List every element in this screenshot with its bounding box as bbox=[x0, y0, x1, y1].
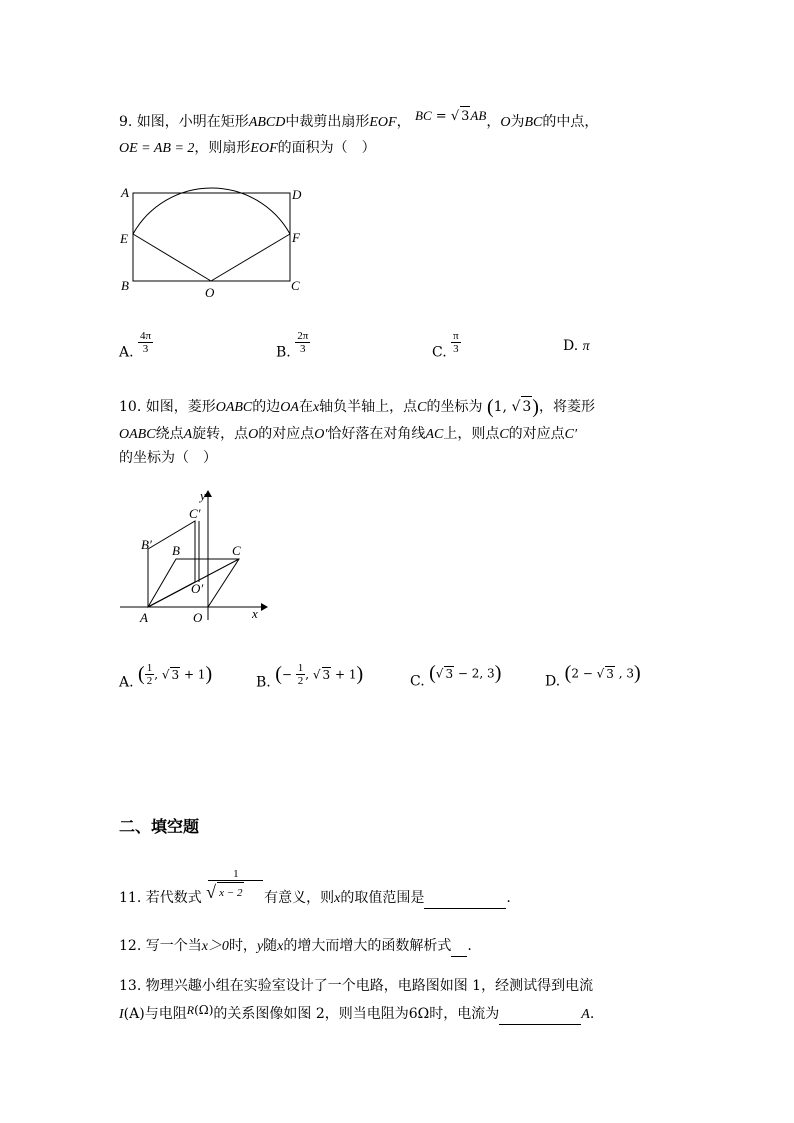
option-sqrt3: 3 bbox=[606, 666, 614, 681]
option-fraction bbox=[138, 330, 153, 355]
q10-text: 旋转，点 bbox=[192, 426, 249, 442]
q9-eq: = bbox=[431, 109, 451, 124]
q11-answer-blank[interactable] bbox=[424, 894, 506, 909]
q9-option-a[interactable] bbox=[119, 330, 153, 361]
q9-text: 中裁剪出扇形 bbox=[285, 114, 370, 130]
option-sqrt3: 3 bbox=[322, 667, 331, 682]
q9-label-d: D bbox=[292, 187, 302, 202]
q10-ac: AC bbox=[425, 427, 444, 442]
q9-label-a: A bbox=[121, 185, 129, 200]
q10-a: A bbox=[183, 427, 193, 442]
q10-text: 的对应点 bbox=[508, 426, 565, 442]
q9-label-o: O bbox=[205, 285, 215, 300]
q10-o: O bbox=[248, 427, 259, 442]
q9-text: ，则扇形 bbox=[194, 140, 251, 156]
option-fraction bbox=[295, 330, 310, 355]
q10-oprime: O′ bbox=[314, 427, 328, 442]
q13-line2 bbox=[119, 1000, 594, 1025]
q9-option-d[interactable] bbox=[563, 338, 590, 355]
q9-rect-name: ABCD bbox=[248, 115, 286, 130]
q9-label-c: C bbox=[291, 278, 300, 293]
q13-line1 bbox=[119, 976, 593, 996]
q10-label-o: O bbox=[193, 610, 203, 625]
option-tail: − 2, 3 bbox=[454, 666, 495, 681]
q9-text: 9. 如图，小明在矩形 bbox=[119, 114, 249, 130]
q10-label-c: C bbox=[232, 543, 241, 558]
q9-line2 bbox=[119, 138, 376, 159]
q12-text: 12. 写一个当 bbox=[119, 938, 202, 954]
q10-label-bprime: B′ bbox=[141, 537, 152, 552]
q10-text: 的坐标为（ ） bbox=[119, 450, 217, 466]
q11-radicand: x − 2 bbox=[217, 882, 244, 903]
q11-text: 有意义，则 bbox=[264, 890, 335, 906]
q13-ia: (A) bbox=[123, 1006, 145, 1022]
q12-x: x bbox=[277, 939, 284, 954]
q12-text: 的增大而增大的函数解析式 bbox=[283, 938, 452, 954]
q9-of bbox=[211, 234, 290, 281]
q10-coord-x: 1, bbox=[493, 399, 512, 415]
q9-label-b: B bbox=[121, 278, 129, 293]
q9-text: 为 bbox=[510, 114, 525, 130]
option-minus: − bbox=[281, 667, 296, 682]
q13-six: 6Ω bbox=[408, 1006, 430, 1022]
q13-text: 时，电流为 bbox=[429, 1006, 500, 1022]
q10-text: 的边 bbox=[252, 399, 281, 415]
q9-arc bbox=[133, 188, 290, 234]
q10-cprime: C′ bbox=[564, 427, 578, 442]
q12-end: . bbox=[467, 938, 472, 954]
q10-x-arrow bbox=[261, 603, 268, 611]
q10-label-y: y bbox=[200, 488, 206, 503]
q10-rhombus: OABC bbox=[119, 427, 156, 442]
option-label: D. bbox=[563, 338, 579, 354]
q13-answer-blank[interactable] bbox=[499, 1010, 581, 1025]
q10-label-oprime: O′ bbox=[191, 581, 204, 596]
q9-label-f: F bbox=[292, 230, 300, 245]
q9-bc: BC bbox=[415, 108, 432, 123]
q12-line bbox=[119, 936, 472, 957]
q9-o: O bbox=[500, 115, 511, 130]
q13-r: R bbox=[186, 1003, 195, 1017]
option-fraction bbox=[451, 330, 461, 355]
q10-x: x bbox=[312, 400, 320, 415]
q9-text: ， bbox=[486, 114, 501, 130]
option-sqrt3: 3 bbox=[171, 667, 180, 682]
q9-line1 bbox=[119, 108, 599, 133]
q12-text: 时， bbox=[228, 938, 257, 954]
q10-label-a: A bbox=[140, 610, 148, 625]
q12-answer-blank[interactable] bbox=[451, 942, 467, 957]
section-title: 二、填空题 bbox=[119, 817, 200, 836]
frac-num: π bbox=[453, 330, 459, 342]
q10-rhombus: OABC bbox=[215, 400, 253, 415]
q12-y: y bbox=[256, 939, 264, 954]
q11-numerator: 1 bbox=[233, 868, 239, 880]
option-label: C. bbox=[432, 344, 447, 361]
frac-den: 3 bbox=[453, 343, 459, 355]
q13-text: 13. 物理兴趣小组在实验室设计了一个电路，电路图如图 1，经测试得到电流 bbox=[119, 978, 594, 994]
option-fraction bbox=[145, 662, 155, 687]
q13-unit: A bbox=[581, 1007, 590, 1022]
option-sqrt3: 3 bbox=[445, 666, 454, 681]
q13-text: 的关系图像如图 2，则当电阻为 bbox=[213, 1006, 409, 1022]
q10-line1 bbox=[119, 396, 595, 418]
q9-oe bbox=[133, 234, 211, 281]
option-label: C. bbox=[410, 673, 425, 690]
option-sep: , bbox=[154, 667, 162, 682]
q10-text: 轴负半轴上，点 bbox=[319, 399, 418, 415]
q9-label-e: E bbox=[120, 231, 128, 246]
q11-x: x bbox=[334, 891, 341, 906]
frac-den: 3 bbox=[299, 343, 306, 355]
q11-end: . bbox=[506, 890, 511, 906]
frac-den: 3 bbox=[142, 343, 149, 355]
q13-i: I bbox=[119, 1007, 124, 1022]
frac-den: 2 bbox=[146, 675, 153, 687]
q10-oa: OA bbox=[280, 400, 299, 415]
q9-option-c[interactable] bbox=[432, 330, 461, 361]
q11-line bbox=[119, 868, 511, 909]
q10-option-b[interactable]: B. (− $\frac{1}{2}$ , √ 3 + 1) bbox=[256, 662, 364, 691]
q10-text: 的坐标为 bbox=[426, 399, 483, 415]
option-tail: , 3 bbox=[614, 666, 635, 681]
q11-text: 11. 若代数式 bbox=[119, 890, 202, 906]
q10-c: C bbox=[499, 427, 509, 442]
q13-end: . bbox=[589, 1006, 595, 1022]
q12-condition: x＞0 bbox=[201, 939, 229, 954]
q10-text: 恰好落在对角线 bbox=[327, 426, 426, 442]
q10-option-a[interactable]: A. ( $\frac{1}{2}$ , √ 3 + 1) bbox=[119, 662, 213, 691]
frac-num: 1 bbox=[297, 662, 304, 674]
q10-text: 绕点 bbox=[155, 426, 184, 442]
q10-label-x: x bbox=[252, 606, 258, 621]
q10-figure bbox=[115, 485, 275, 630]
q9-bc-formula: BC = √ 3AB bbox=[415, 109, 486, 124]
q10-coord: (1, √ 3) bbox=[486, 396, 539, 418]
q10-label-cprime: C′ bbox=[189, 506, 201, 521]
q10-option-c[interactable]: C. (√ 3 − 2, 3) bbox=[410, 662, 502, 690]
q9-ab: AB bbox=[470, 108, 487, 123]
q11-expression: 1 √ x − 2 bbox=[206, 888, 264, 908]
q10-text: 10. 如图，菱形 bbox=[119, 399, 216, 415]
q12-text: 随 bbox=[263, 938, 278, 954]
q13-text: 与电阻 bbox=[144, 1006, 187, 1022]
option-fraction bbox=[296, 662, 306, 687]
q10-label-b: B bbox=[172, 543, 180, 558]
frac-num: 1 bbox=[146, 662, 153, 674]
q11-text: 的取值范围是 bbox=[340, 890, 425, 906]
q9-text: 的面积为（ ） bbox=[277, 140, 376, 156]
q9-text: 的中点， bbox=[542, 114, 599, 130]
q10-option-d[interactable]: D. (2 − √ 3 , 3) bbox=[545, 662, 641, 690]
frac-den: 2 bbox=[297, 675, 304, 687]
q9-text: ， bbox=[396, 114, 411, 130]
q9-figure bbox=[115, 180, 315, 305]
option-label: B. bbox=[276, 344, 291, 361]
q10-c: C bbox=[417, 400, 427, 415]
frac-num: 4π bbox=[140, 330, 152, 342]
q10-text: 的对应点 bbox=[258, 426, 315, 442]
q9-bc2: BC bbox=[524, 115, 543, 130]
option-label: A. bbox=[119, 344, 134, 361]
option-tail: + 1 bbox=[180, 667, 206, 682]
q10-sqrt3: 3 bbox=[521, 396, 532, 417]
option-sep: , bbox=[305, 667, 313, 682]
q9-oe-eq: OE = AB = 2 bbox=[119, 141, 195, 156]
option-value: π bbox=[582, 339, 590, 354]
option-label: D. bbox=[545, 673, 561, 690]
option-label: A. bbox=[119, 674, 134, 691]
q13-ro: (Ω) bbox=[194, 1003, 214, 1017]
q10-text: 在 bbox=[298, 399, 313, 415]
q9-sector-name: EOF bbox=[369, 115, 397, 130]
option-label: B. bbox=[256, 674, 271, 691]
q9-sector-name: EOF bbox=[250, 141, 278, 156]
q9-option-b[interactable] bbox=[276, 330, 310, 361]
frac-num: 2π bbox=[297, 330, 309, 342]
q10-text: ，将菱形 bbox=[538, 399, 595, 415]
q10-line2 bbox=[119, 424, 577, 445]
q9-sqrt3: 3 bbox=[460, 106, 470, 127]
q10-text: 上，则点 bbox=[443, 426, 500, 442]
q10-line3 bbox=[119, 448, 217, 468]
option-head: 2 − bbox=[571, 666, 597, 681]
option-tail: + 1 bbox=[331, 667, 357, 682]
